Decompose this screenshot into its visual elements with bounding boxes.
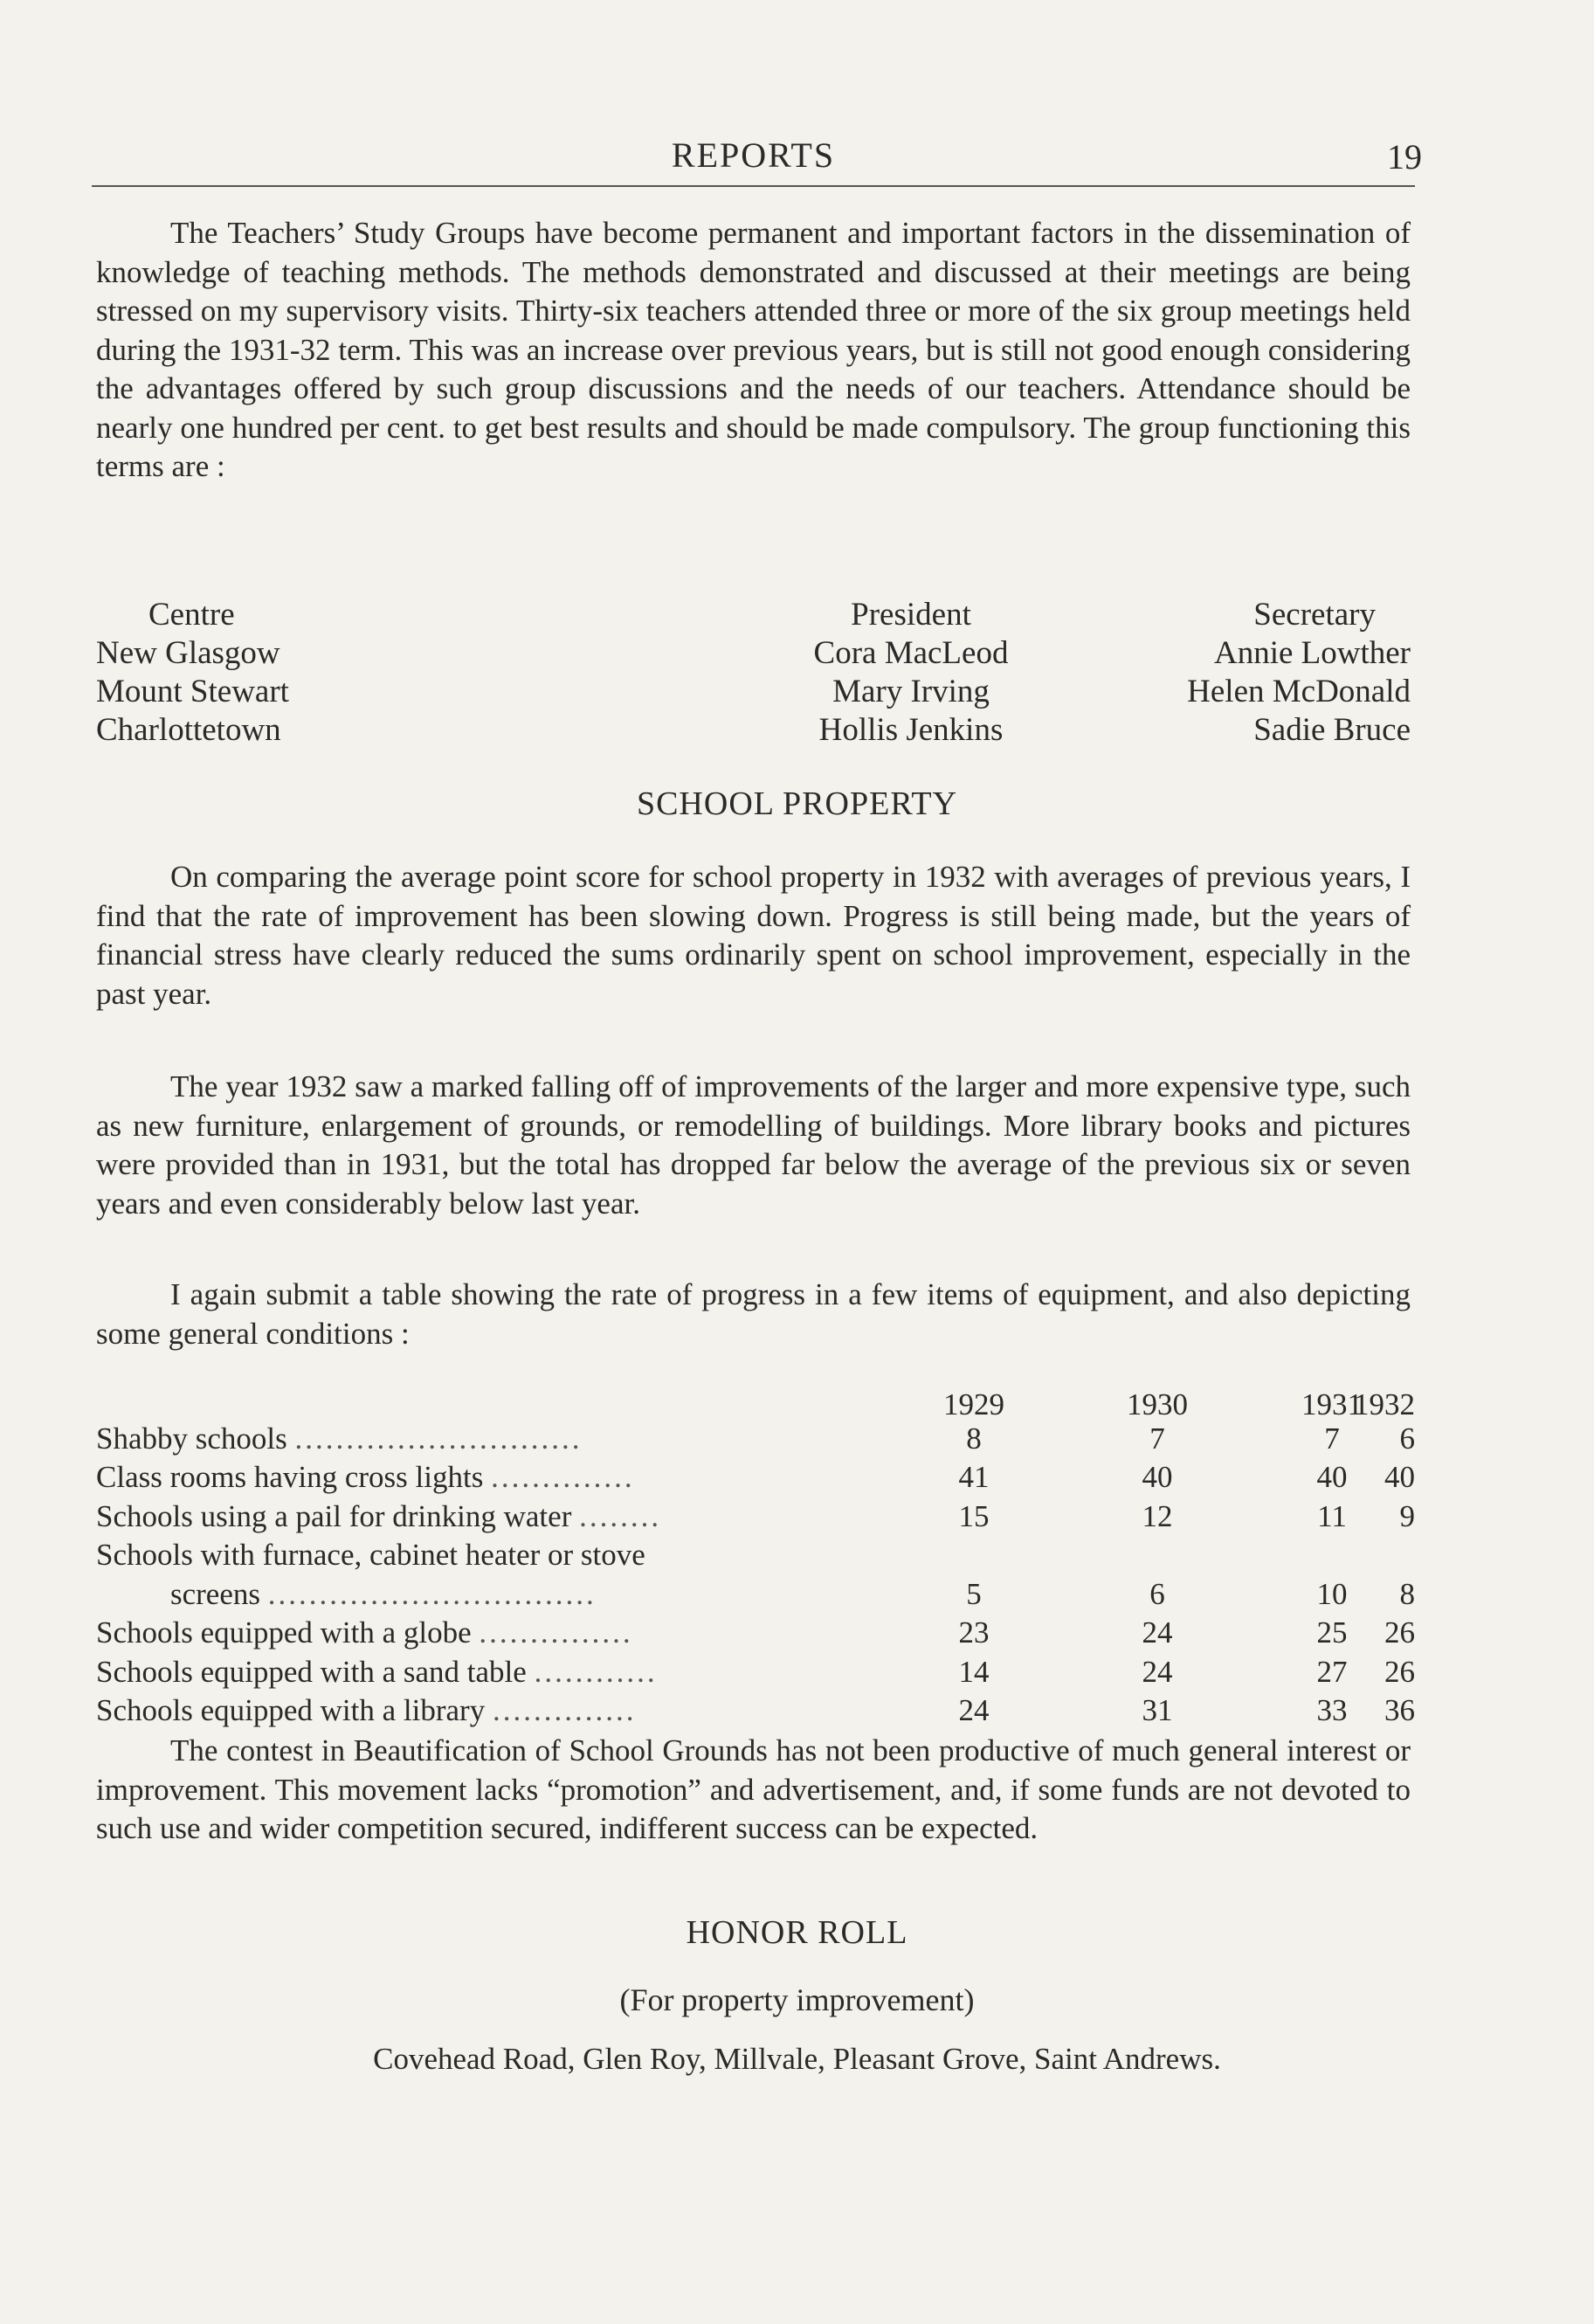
row-label: Schools with furnace, cabinet heater or stove — [96, 1538, 645, 1572]
value-1932: 40 — [1384, 1460, 1415, 1494]
row-label: Schools equipped with a library .............. — [96, 1693, 637, 1727]
column-header-secretary: Secretary — [1253, 597, 1376, 633]
intro-block — [96, 214, 1411, 487]
school-property-para2-block — [96, 1068, 1411, 1223]
centre-cell: Mount Stewart — [96, 674, 289, 709]
table-row — [96, 1693, 1415, 1733]
page-header — [92, 131, 1422, 187]
year-1931-header: 1931 — [1301, 1387, 1363, 1421]
value-1930: 24 — [1142, 1654, 1173, 1689]
study-groups-header-row — [96, 596, 1411, 634]
intro-paragraph: The Teachers’ Study Groups have become permanent and important factors in the dissemination of knowledge of teaching methods. The methods demonstrated and discussed at their meetings are being stressed on my supervisory visits. Thirty-six teachers attended three or more of the six group meetings held during the 1931-32 term. This was an increase over previous years, but is still not good enough considering the advantages offered by such group discussions and the needs of our teachers. Attendance should be nearly one hundred per cent. to get best results and should be made compulsory. The group functioning this terms are : — [96, 216, 1411, 483]
president-cell: Cora MacLeod — [813, 635, 1009, 671]
centre-cell: New Glasgow — [96, 635, 280, 671]
value-1930: 12 — [1142, 1498, 1173, 1533]
value-1932: 8 — [1399, 1576, 1415, 1611]
table-row — [96, 1538, 1411, 1577]
value-1929: 24 — [958, 1693, 990, 1727]
row-label: Schools using a pail for drinking water ........ — [96, 1498, 662, 1533]
president-cell: Hollis Jenkins — [818, 712, 1004, 748]
row-label: Schools equipped with a sand table ............ — [96, 1654, 658, 1689]
row-label: Schools equipped with a globe ............... — [96, 1615, 633, 1650]
value-1932: 26 — [1384, 1615, 1415, 1650]
value-1931: 11 — [1317, 1498, 1347, 1533]
value-1929: 5 — [966, 1576, 982, 1611]
table-row — [96, 1654, 1415, 1694]
value-1929: 23 — [958, 1615, 990, 1650]
year-1929-header: 1929 — [943, 1387, 1004, 1421]
value-1930: 40 — [1142, 1460, 1173, 1494]
honor-roll-heading: HONOR ROLL — [686, 1914, 908, 1951]
honor-roll-names: Covehead Road, Glen Roy, Millvale, Pleasant Grove, Saint Andrews. — [373, 2042, 1221, 2076]
page-number: 19 — [1387, 137, 1422, 176]
table-row — [96, 1615, 1415, 1655]
study-group-row — [96, 634, 1411, 673]
value-1931: 27 — [1316, 1654, 1348, 1689]
study-group-row — [96, 673, 1411, 711]
president-cell: Mary Irving — [832, 674, 990, 709]
school-property-para1-block — [96, 858, 1411, 1013]
study-group-row — [96, 711, 1411, 750]
value-1932: 26 — [1384, 1654, 1415, 1689]
honor-roll-subheading: (For property improvement) — [619, 1982, 975, 2017]
table-row — [96, 1460, 1415, 1499]
value-1930: 31 — [1142, 1693, 1173, 1727]
value-1931: 25 — [1316, 1615, 1348, 1650]
value-1931: 40 — [1316, 1460, 1348, 1494]
centre-cell: Charlottetown — [96, 712, 281, 748]
row-label: screens ................................ — [170, 1576, 597, 1611]
value-1929: 15 — [958, 1498, 990, 1533]
year-1932-header: 1932 — [1354, 1387, 1415, 1421]
year-1930-header: 1930 — [1127, 1387, 1188, 1421]
column-header-president: President — [851, 597, 971, 633]
table-row — [96, 1421, 1415, 1461]
value-1931: 7 — [1324, 1421, 1340, 1456]
secretary-cell: Annie Lowther — [1213, 635, 1411, 671]
study-groups-table — [96, 596, 1411, 750]
school-property-para3-block — [96, 1276, 1411, 1353]
value-1930: 7 — [1149, 1421, 1165, 1456]
value-1930: 6 — [1149, 1576, 1165, 1611]
contest-block — [96, 1732, 1411, 1849]
value-1931: 33 — [1316, 1693, 1348, 1727]
value-1931: 10 — [1316, 1576, 1348, 1611]
value-1930: 24 — [1142, 1615, 1173, 1650]
column-header-centre: Centre — [148, 597, 235, 633]
value-1932: 9 — [1399, 1498, 1415, 1533]
school-property-paragraph-2: The year 1932 saw a marked falling off of improvements of the larger and more expensive type, such as new furniture, enlargement of grounds, or remodelling of buildings. More library books and pictures were provided than in 1931, but the total has dropped far below the average of the previous six or seven years and even considerably below last year. — [96, 1069, 1411, 1221]
equipment-table — [96, 1387, 1415, 1733]
row-label: Class rooms having cross lights .............. — [96, 1460, 635, 1494]
value-1929: 14 — [958, 1654, 990, 1689]
school-property-paragraph-1: On comparing the average point score for school property in 1932 with averages of previous years, I find that the rate of improvement has been slowing down. Progress is still being made, but the years of financial stress have clearly reduced the sums ordinarily spent on school improvement, especially in the past year. — [96, 860, 1411, 1011]
secretary-cell: Helen McDonald — [1187, 674, 1411, 709]
running-title: REPORTS — [671, 135, 836, 175]
value-1929: 41 — [958, 1460, 990, 1494]
contest-paragraph: The contest in Beautification of School Grounds has not been productive of much general interest or improvement. This movement lacks “promotion” and advertisement, and, if some funds are not devoted to such use and wider competition secured, indifferent success can be expected. — [96, 1733, 1411, 1845]
table-row — [96, 1576, 1415, 1616]
value-1932: 6 — [1399, 1421, 1415, 1456]
school-property-heading: SCHOOL PROPERTY — [636, 785, 958, 822]
value-1929: 8 — [966, 1421, 982, 1456]
value-1932: 36 — [1384, 1693, 1415, 1727]
school-property-paragraph-3: I again submit a table showing the rate of progress in a few items of equipment, and also depicting some general conditions : — [96, 1277, 1411, 1351]
row-label: Shabby schools ............................ — [96, 1421, 583, 1456]
table-row — [96, 1498, 1415, 1539]
secretary-cell: Sadie Bruce — [1253, 712, 1411, 748]
